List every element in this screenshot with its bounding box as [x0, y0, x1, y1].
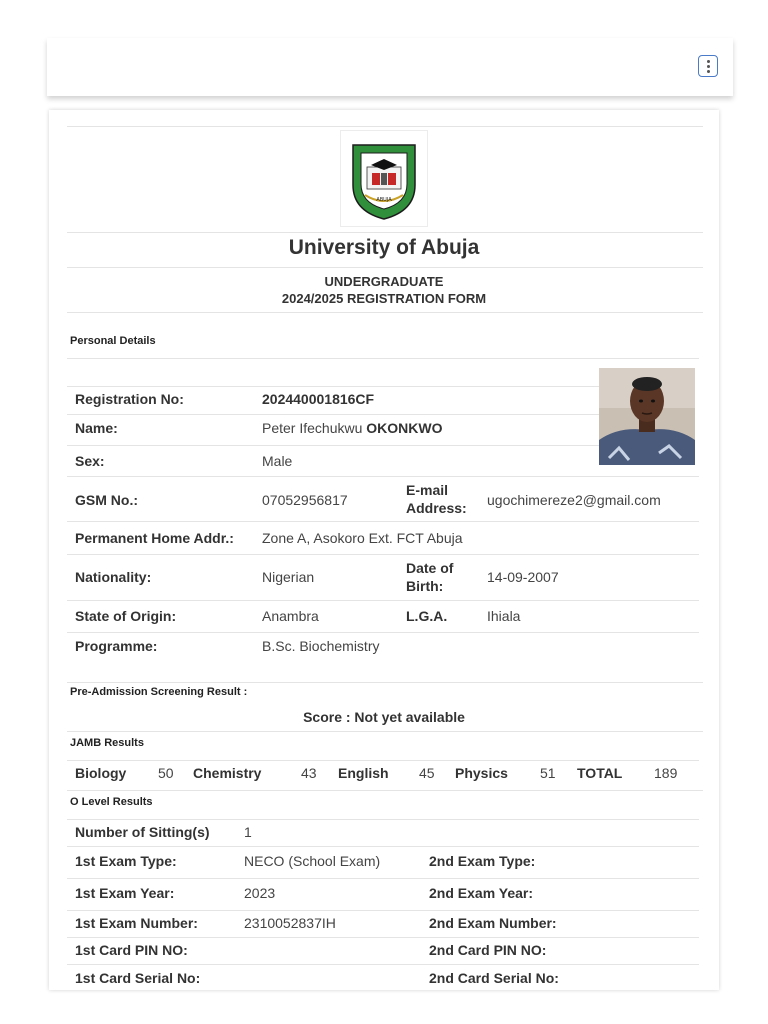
divider: [67, 937, 699, 938]
divider: [67, 819, 699, 820]
exam1-type-label: 1st Exam Type:: [75, 853, 177, 869]
gsm-label: GSM No.:: [75, 492, 138, 508]
jamb-heading: JAMB Results: [70, 737, 144, 749]
exam1-year-label: 1st Exam Year:: [75, 885, 175, 901]
first-names: Peter Ifechukwu: [262, 420, 367, 436]
divider: [67, 554, 699, 555]
divider: [67, 414, 599, 415]
divider: [67, 964, 699, 965]
olevel-heading: O Level Results: [70, 796, 153, 808]
jamb-subject-4: Physics: [455, 765, 508, 781]
divider: [67, 846, 699, 847]
divider: [67, 445, 599, 446]
divider: [67, 632, 699, 633]
name-label: Name:: [75, 420, 118, 436]
registration-number-value: 202440001816CF: [262, 391, 375, 407]
screening-heading: Pre-Admission Screening Result :: [70, 686, 248, 698]
email-value: ugochimereze2@gmail.com: [487, 492, 661, 508]
home-address-label: Permanent Home Addr.:: [75, 530, 234, 546]
card1-pin-label: 1st Card PIN NO:: [75, 942, 188, 958]
exam1-number-value: 2310052837IH: [244, 915, 336, 931]
divider: [67, 790, 703, 791]
nationality-label: Nationality:: [75, 569, 152, 585]
divider: [67, 910, 699, 911]
registration-number-label: Registration No:: [75, 391, 184, 407]
personal-details-heading: Personal Details: [70, 335, 156, 347]
email-label: E-mail Address:: [406, 482, 467, 516]
exam2-year-label: 2nd Exam Year:: [429, 885, 534, 901]
university-name: University of Abuja: [288, 236, 480, 259]
divider: [67, 386, 599, 387]
sex-label: Sex:: [75, 453, 105, 469]
card2-serial-label: 2nd Card Serial No:: [429, 970, 559, 986]
exam1-year-value: 2023: [244, 885, 276, 901]
exam2-type-label: 2nd Exam Type:: [429, 853, 536, 869]
jamb-subject-1: Biology: [75, 765, 127, 781]
home-address-value: Zone A, Asokoro Ext. FCT Abuja: [262, 530, 463, 546]
divider: [67, 521, 699, 522]
more-options-icon[interactable]: [698, 55, 718, 77]
jamb-total-value: 189: [654, 765, 678, 781]
dob-value: 14-09-2007: [487, 569, 559, 585]
university-logo: [340, 130, 428, 227]
divider: [67, 476, 699, 477]
lga-value: Ihiala: [487, 608, 521, 624]
surname: OKONKWO: [366, 420, 443, 436]
sitting-value: 1: [244, 824, 252, 840]
exam1-type-value: NECO (School Exam): [244, 853, 381, 869]
exam1-number-label: 1st Exam Number:: [75, 915, 198, 931]
svg-text:ABUJA: ABUJA: [376, 197, 392, 203]
card2-pin-label: 2nd Card PIN NO:: [429, 942, 547, 958]
divider: [67, 731, 703, 732]
form-level: UNDERGRADUATE: [324, 274, 444, 289]
jamb-score-1: 50: [158, 765, 174, 781]
divider: [67, 267, 703, 268]
state-value: Anambra: [262, 608, 319, 624]
lga-label: L.G.A.: [406, 608, 448, 624]
divider: [67, 878, 699, 879]
gsm-value: 07052956817: [262, 492, 348, 508]
divider: [67, 600, 699, 601]
divider: [67, 760, 699, 761]
name-value: [262, 420, 443, 436]
jamb-score-2: 43: [301, 765, 317, 781]
top-app-bar: [47, 38, 733, 96]
divider: [67, 682, 703, 683]
programme-label: Programme:: [75, 638, 158, 654]
card1-serial-label: 1st Card Serial No:: [75, 970, 201, 986]
jamb-subject-3: English: [338, 765, 389, 781]
form-title: 2024/2025 REGISTRATION FORM: [281, 291, 487, 306]
jamb-score-3: 45: [419, 765, 435, 781]
jamb-total-label: TOTAL: [577, 765, 623, 781]
divider: [67, 126, 703, 127]
programme-value: B.Sc. Biochemistry: [262, 638, 380, 654]
nationality-value: Nigerian: [262, 569, 315, 585]
jamb-score-4: 51: [540, 765, 556, 781]
divider: [67, 232, 703, 233]
divider: [67, 358, 699, 359]
student-photo: [599, 368, 695, 465]
screening-score: Score : Not yet available: [303, 709, 465, 725]
jamb-subject-2: Chemistry: [193, 765, 262, 781]
sex-value: Male: [262, 453, 293, 469]
divider: [67, 312, 703, 313]
dob-label: Date of Birth:: [406, 560, 454, 594]
registration-form-card: [49, 110, 719, 990]
sitting-label: Number of Sitting(s): [75, 824, 210, 840]
exam2-number-label: 2nd Exam Number:: [429, 915, 557, 931]
state-label: State of Origin:: [75, 608, 177, 624]
